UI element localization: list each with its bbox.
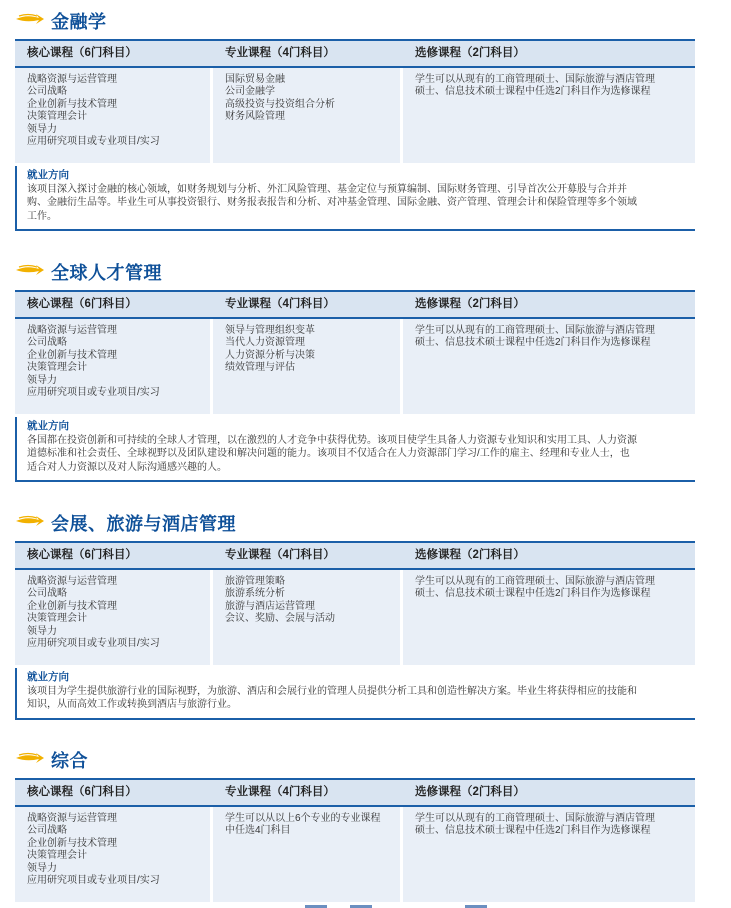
header-major: 专业课程（4门科目） [225, 298, 335, 310]
curriculum-table [15, 290, 695, 480]
major-course-item: 会议、奖励、会展与活动 [225, 613, 335, 625]
career-accent-bar [15, 417, 17, 480]
career-line: 该项目为学生提供旅游行业的国际视野，为旅游、酒店和会展行业的管理人员提供分析工具和创造性解决方案。毕业生将获得相应的技能和 [27, 686, 637, 697]
column-divider [400, 319, 403, 414]
major-course-item: 高级投资与投资组合分析 [225, 98, 335, 110]
major-course-item: 人力资源分析与决策 [225, 349, 315, 361]
arrow-icon [15, 514, 45, 533]
major-course-item: 国际贸易金融 [225, 74, 285, 85]
core-course-item: 决策管理会计 [27, 613, 87, 625]
career-title: 就业方向 [27, 420, 69, 432]
core-course-item: 战略资源与运营管理 [27, 74, 117, 85]
career-text [15, 433, 695, 477]
section-title [15, 8, 107, 34]
career-block [15, 665, 695, 718]
column-divider [400, 807, 403, 902]
core-course-item: 公司战略 [27, 825, 67, 837]
major-course-item: 领导与管理组织变革 [225, 325, 315, 336]
core-course-item: 企业创新与技术管理 [27, 349, 117, 361]
column-core [15, 807, 210, 902]
table-body [15, 319, 695, 414]
table-header [15, 41, 695, 68]
core-course-item: 领导力 [27, 374, 57, 386]
major-course-item: 中任选4门科目 [225, 825, 291, 837]
career-block [15, 163, 695, 229]
core-course-item: 企业创新与技术管理 [27, 600, 117, 612]
header-elective: 选修课程（2门科目） [415, 298, 525, 310]
career-accent-bar [15, 668, 17, 718]
section-title [15, 259, 162, 285]
section-bottom-rule [15, 229, 695, 231]
core-course-item: 战略资源与运营管理 [27, 325, 117, 336]
column-major [213, 68, 400, 163]
section-title-text: 会展、旅游与酒店管理 [51, 514, 236, 534]
column-major [213, 807, 400, 902]
header-core: 核心课程（6门科目） [27, 549, 137, 561]
major-course-item: 绩效管理与评估 [225, 362, 295, 374]
column-divider [210, 807, 213, 902]
career-line: 道德标准和社会责任、全球视野以及团队建设和解决问题的能力。该项目不仅适合在人力资源部门学习/工作的雇主、经理和专业人士，也 [27, 448, 630, 460]
career-line: 购、金融衍生品等。毕业生可从事投资银行、财务报表报告和分析、对冲基金管理、国际金融、资产管理、管理会计和保险管理等多个领域 [27, 197, 637, 209]
section-title-text: 综合 [51, 751, 88, 771]
header-major: 专业课程（4门科目） [225, 549, 335, 561]
table-header [15, 292, 695, 319]
core-course-item: 决策管理会计 [27, 111, 87, 123]
career-line: 知识，从而高效工作或转换到酒店与旅游行业。 [27, 699, 237, 711]
career-text [15, 684, 695, 715]
table-body [15, 68, 695, 163]
header-core: 核心课程（6门科目） [27, 47, 137, 59]
column-core [15, 570, 210, 665]
career-accent-bar [15, 166, 17, 229]
section-bottom-rule [15, 718, 695, 720]
core-course-item: 企业创新与技术管理 [27, 98, 117, 110]
core-course-item: 公司战略 [27, 588, 67, 600]
elective-course-item: 学生可以从现有的工商管理硕士、国际旅游与酒店管理 [415, 813, 655, 824]
header-major: 专业课程（4门科目） [225, 47, 335, 59]
major-course-item: 财务风险管理 [225, 111, 285, 123]
major-course-item: 旅游与酒店运营管理 [225, 600, 315, 612]
career-title: 就业方向 [27, 671, 69, 683]
curriculum-table [15, 778, 695, 902]
career-line: 该项目深入探讨金融的核心领域，如财务规划与分析、外汇风险管理、基金定位与预算编制、国际财务管理、引导首次公开募股与合并并 [27, 184, 627, 195]
curriculum-table [15, 541, 695, 718]
core-course-item: 战略资源与运营管理 [27, 576, 117, 587]
core-course-item: 战略资源与运营管理 [27, 813, 117, 824]
header-core: 核心课程（6门科目） [27, 786, 137, 798]
major-course-item: 公司金融学 [225, 86, 275, 98]
core-course-item: 决策管理会计 [27, 362, 87, 374]
career-line: 工作。 [27, 210, 57, 222]
column-major [213, 319, 400, 414]
table-body [15, 570, 695, 665]
career-line: 各国都在投资创新和可持续的全球人才管理，以在激烈的人才竞争中获得优势。该项目使学生具备人力资源专业知识和实用工具、人力资源 [27, 435, 637, 446]
column-major [213, 570, 400, 665]
curriculum-table [15, 39, 695, 229]
column-divider [400, 570, 403, 665]
career-title: 就业方向 [27, 169, 69, 181]
arrow-icon [15, 263, 45, 282]
core-course-item: 公司战略 [27, 337, 67, 349]
column-elective [403, 68, 695, 163]
core-course-item: 领导力 [27, 862, 57, 874]
column-elective [403, 807, 695, 902]
core-course-item: 应用研究项目或专业项目/实习 [27, 875, 160, 887]
core-course-item: 公司战略 [27, 86, 67, 98]
elective-course-item: 学生可以从现有的工商管理硕士、国际旅游与酒店管理 [415, 74, 655, 85]
career-text [15, 182, 695, 226]
column-elective [403, 319, 695, 414]
section-title-text: 金融学 [51, 12, 107, 32]
column-divider [400, 68, 403, 163]
core-course-item: 应用研究项目或专业项目/实习 [27, 638, 160, 650]
elective-course-item: 学生可以从现有的工商管理硕士、国际旅游与酒店管理 [415, 325, 655, 336]
section-title [15, 510, 236, 536]
column-elective [403, 570, 695, 665]
section-title [15, 747, 88, 773]
column-core [15, 319, 210, 414]
header-major: 专业课程（4门科目） [225, 786, 335, 798]
major-course-item: 旅游管理策略 [225, 576, 285, 587]
column-divider [210, 570, 213, 665]
section-bottom-rule [15, 480, 695, 482]
table-body [15, 807, 695, 902]
arrow-icon [15, 751, 45, 770]
core-course-item: 领导力 [27, 123, 57, 135]
elective-course-item: 硕士、信息技术硕士课程中任选2门科目作为选修课程 [415, 86, 651, 98]
major-course-item: 学生可以从以上6个专业的专业课程 [225, 813, 381, 824]
core-course-item: 企业创新与技术管理 [27, 837, 117, 849]
column-divider [210, 319, 213, 414]
core-course-item: 应用研究项目或专业项目/实习 [27, 387, 160, 399]
column-core [15, 68, 210, 163]
career-block [15, 414, 695, 480]
table-header [15, 543, 695, 570]
elective-course-item: 硕士、信息技术硕士课程中任选2门科目作为选修课程 [415, 588, 651, 600]
header-core: 核心课程（6门科目） [27, 298, 137, 310]
core-course-item: 决策管理会计 [27, 850, 87, 862]
major-course-item: 当代人力资源管理 [225, 337, 305, 349]
core-course-item: 领导力 [27, 625, 57, 637]
header-elective: 选修课程（2门科目） [415, 47, 525, 59]
section-title-text: 全球人才管理 [51, 263, 162, 283]
header-elective: 选修课程（2门科目） [415, 549, 525, 561]
elective-course-item: 硕士、信息技术硕士课程中任选2门科目作为选修课程 [415, 825, 651, 837]
career-line: 适合对人力资源以及对人际沟通感兴趣的人。 [27, 461, 227, 473]
elective-course-item: 学生可以从现有的工商管理硕士、国际旅游与酒店管理 [415, 576, 655, 587]
table-header [15, 780, 695, 807]
elective-course-item: 硕士、信息技术硕士课程中任选2门科目作为选修课程 [415, 337, 651, 349]
column-divider [210, 68, 213, 163]
core-course-item: 应用研究项目或专业项目/实习 [27, 136, 160, 148]
major-course-item: 旅游系统分析 [225, 588, 285, 600]
arrow-icon [15, 12, 45, 31]
header-elective: 选修课程（2门科目） [415, 786, 525, 798]
